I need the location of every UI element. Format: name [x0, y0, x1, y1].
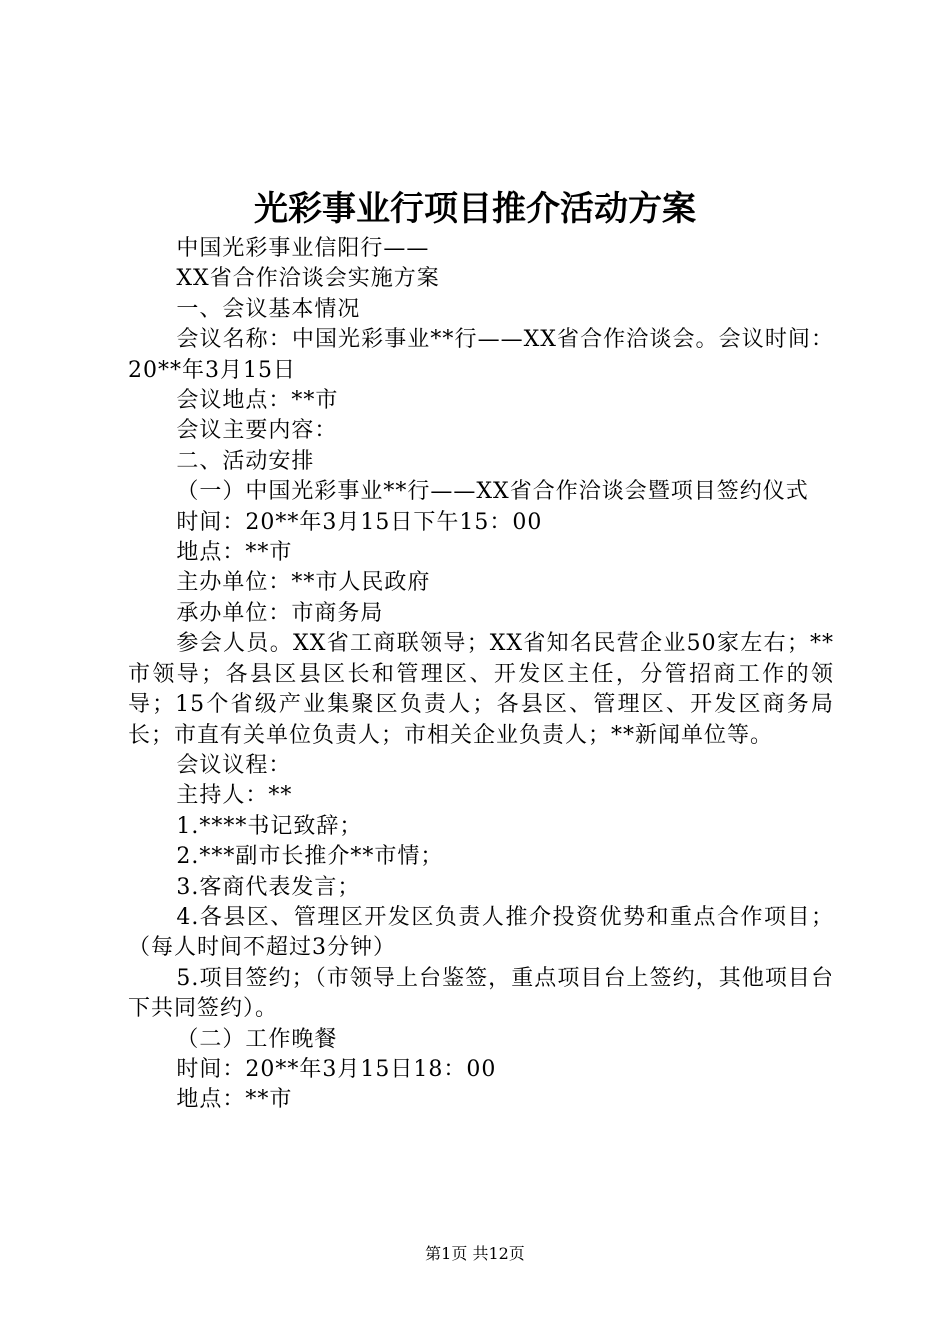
page-footer: 第1页 共12页: [425, 1244, 525, 1263]
paragraph: 主持人：**: [176, 783, 293, 809]
paragraph: 承办单位：市商务局: [176, 600, 384, 626]
agenda-item: 3.客商代表发言；: [176, 874, 361, 900]
paragraph: 会议主要内容：: [176, 418, 338, 444]
subsection-heading: （二）工作晚餐: [176, 1026, 338, 1052]
subsection-heading: （一）中国光彩事业**行——XX省合作洽谈会暨项目签约仪式: [176, 479, 809, 505]
section-heading: 一、会议基本情况: [176, 296, 361, 322]
paragraph: 会议地点：**市: [176, 388, 339, 414]
paragraph: 地点：**市: [176, 540, 293, 566]
paragraph: 参会人员。XX省工商联领导；XX省知名民营企业50家左右；**市领导；各县区县区长和管理区、开发区主任，分管招商工作的领导；15个省级产业集聚区负责人；各县区、管理区、开发区商务局长；市直有关单位负责人；市相关企业负责人；**新闻单位等。: [128, 631, 834, 748]
document-body: [128, 234, 834, 1116]
agenda-item: 5.项目签约；（市领导上台鉴签，重点项目台上签约，其他项目台下共同签约）。: [128, 965, 834, 1022]
agenda-item: 1.****书记致辞；: [176, 813, 363, 839]
document-title: 光彩事业行项目推介活动方案: [254, 189, 696, 229]
paragraph: 时间：20**年3月15日下午15：00: [176, 509, 543, 535]
paragraph: 会议议程：: [176, 752, 292, 778]
paragraph: 时间：20**年3月15日18：00: [176, 1056, 497, 1082]
agenda-item: 2.***副市长推介**市情；: [176, 844, 444, 870]
paragraph: 会议名称：中国光彩事业**行——XX省合作洽谈会。会议时间：20**年3月15日: [128, 327, 834, 383]
paragraph: XX省合作洽谈会实施方案: [176, 266, 440, 292]
paragraph: 中国光彩事业信阳行——: [176, 236, 430, 261]
paragraph: 主办单位：**市人民政府: [176, 570, 431, 596]
paragraph: 地点：**市: [176, 1087, 293, 1113]
agenda-item: 4.各县区、管理区开发区负责人推介投资优势和重点合作项目；（每人时间不超过3分钟）: [128, 904, 834, 961]
section-heading: 二、活动安排: [176, 448, 315, 474]
